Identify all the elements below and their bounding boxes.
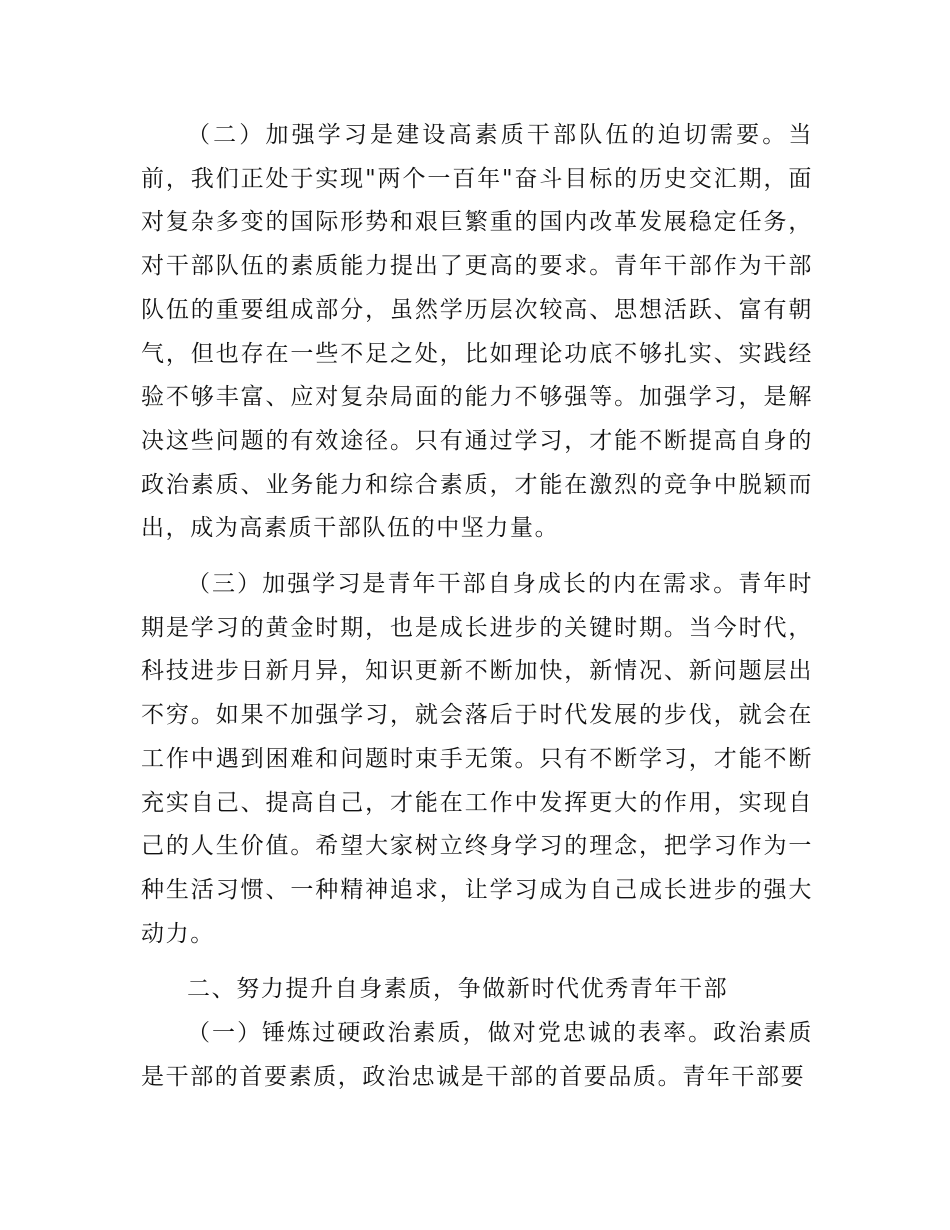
- section-heading-2: 二、努力提升自身素质，争做新时代优秀青年干部: [187, 976, 729, 1003]
- paragraph-section-2-1: （一）锤炼过硬政治素质，做对党忠诚的表率。政治素质是干部的首要素质，政治忠诚是干部的首要品质。青年干部要: [141, 1020, 813, 1090]
- paragraph-section-1-3: （三）加强学习是青年干部自身成长的内在需求。青年时期是学习的黄金时期，也是成长进步的关键时期。当今时代，科技进步日新月异，知识更新不断加快，新情况、新问题层出不穷。如果不加强学习，就会落后于时代发展的步伐，就会在工作中遇到困难和问题时束手无策。只有不断学习，才能不断充实自己、提高自己，才能在工作中发挥更大的作用，实现自己的人生价值。希望大家树立终身学习的理念，把学习作为一种生活习惯、一种精神追求，让学习成为自己成长进步的强大动力。: [141, 571, 813, 947]
- document-body: [141, 114, 813, 1099]
- paragraph-section-1-2: （二）加强学习是建设高素质干部队伍的迫切需要。当前，我们正处于实现"两个一百年"奋斗目标的历史交汇期，面对复杂多变的国际形势和艰巨繁重的国内改革发展稳定任务，对干部队伍的素质能力提出了更高的要求。青年干部作为干部队伍的重要组成部分，虽然学历层次较高、思想活跃、富有朝气，但也存在一些不足之处，比如理论功底不够扎实、实践经验不够丰富、应对复杂局面的能力不够强等。加强学习，是解决这些问题的有效途径。只有通过学习，才能不断提高自身的政治素质、业务能力和综合素质，才能在激烈的竞争中脱颖而出，成为高素质干部队伍的中坚力量。: [141, 122, 813, 542]
